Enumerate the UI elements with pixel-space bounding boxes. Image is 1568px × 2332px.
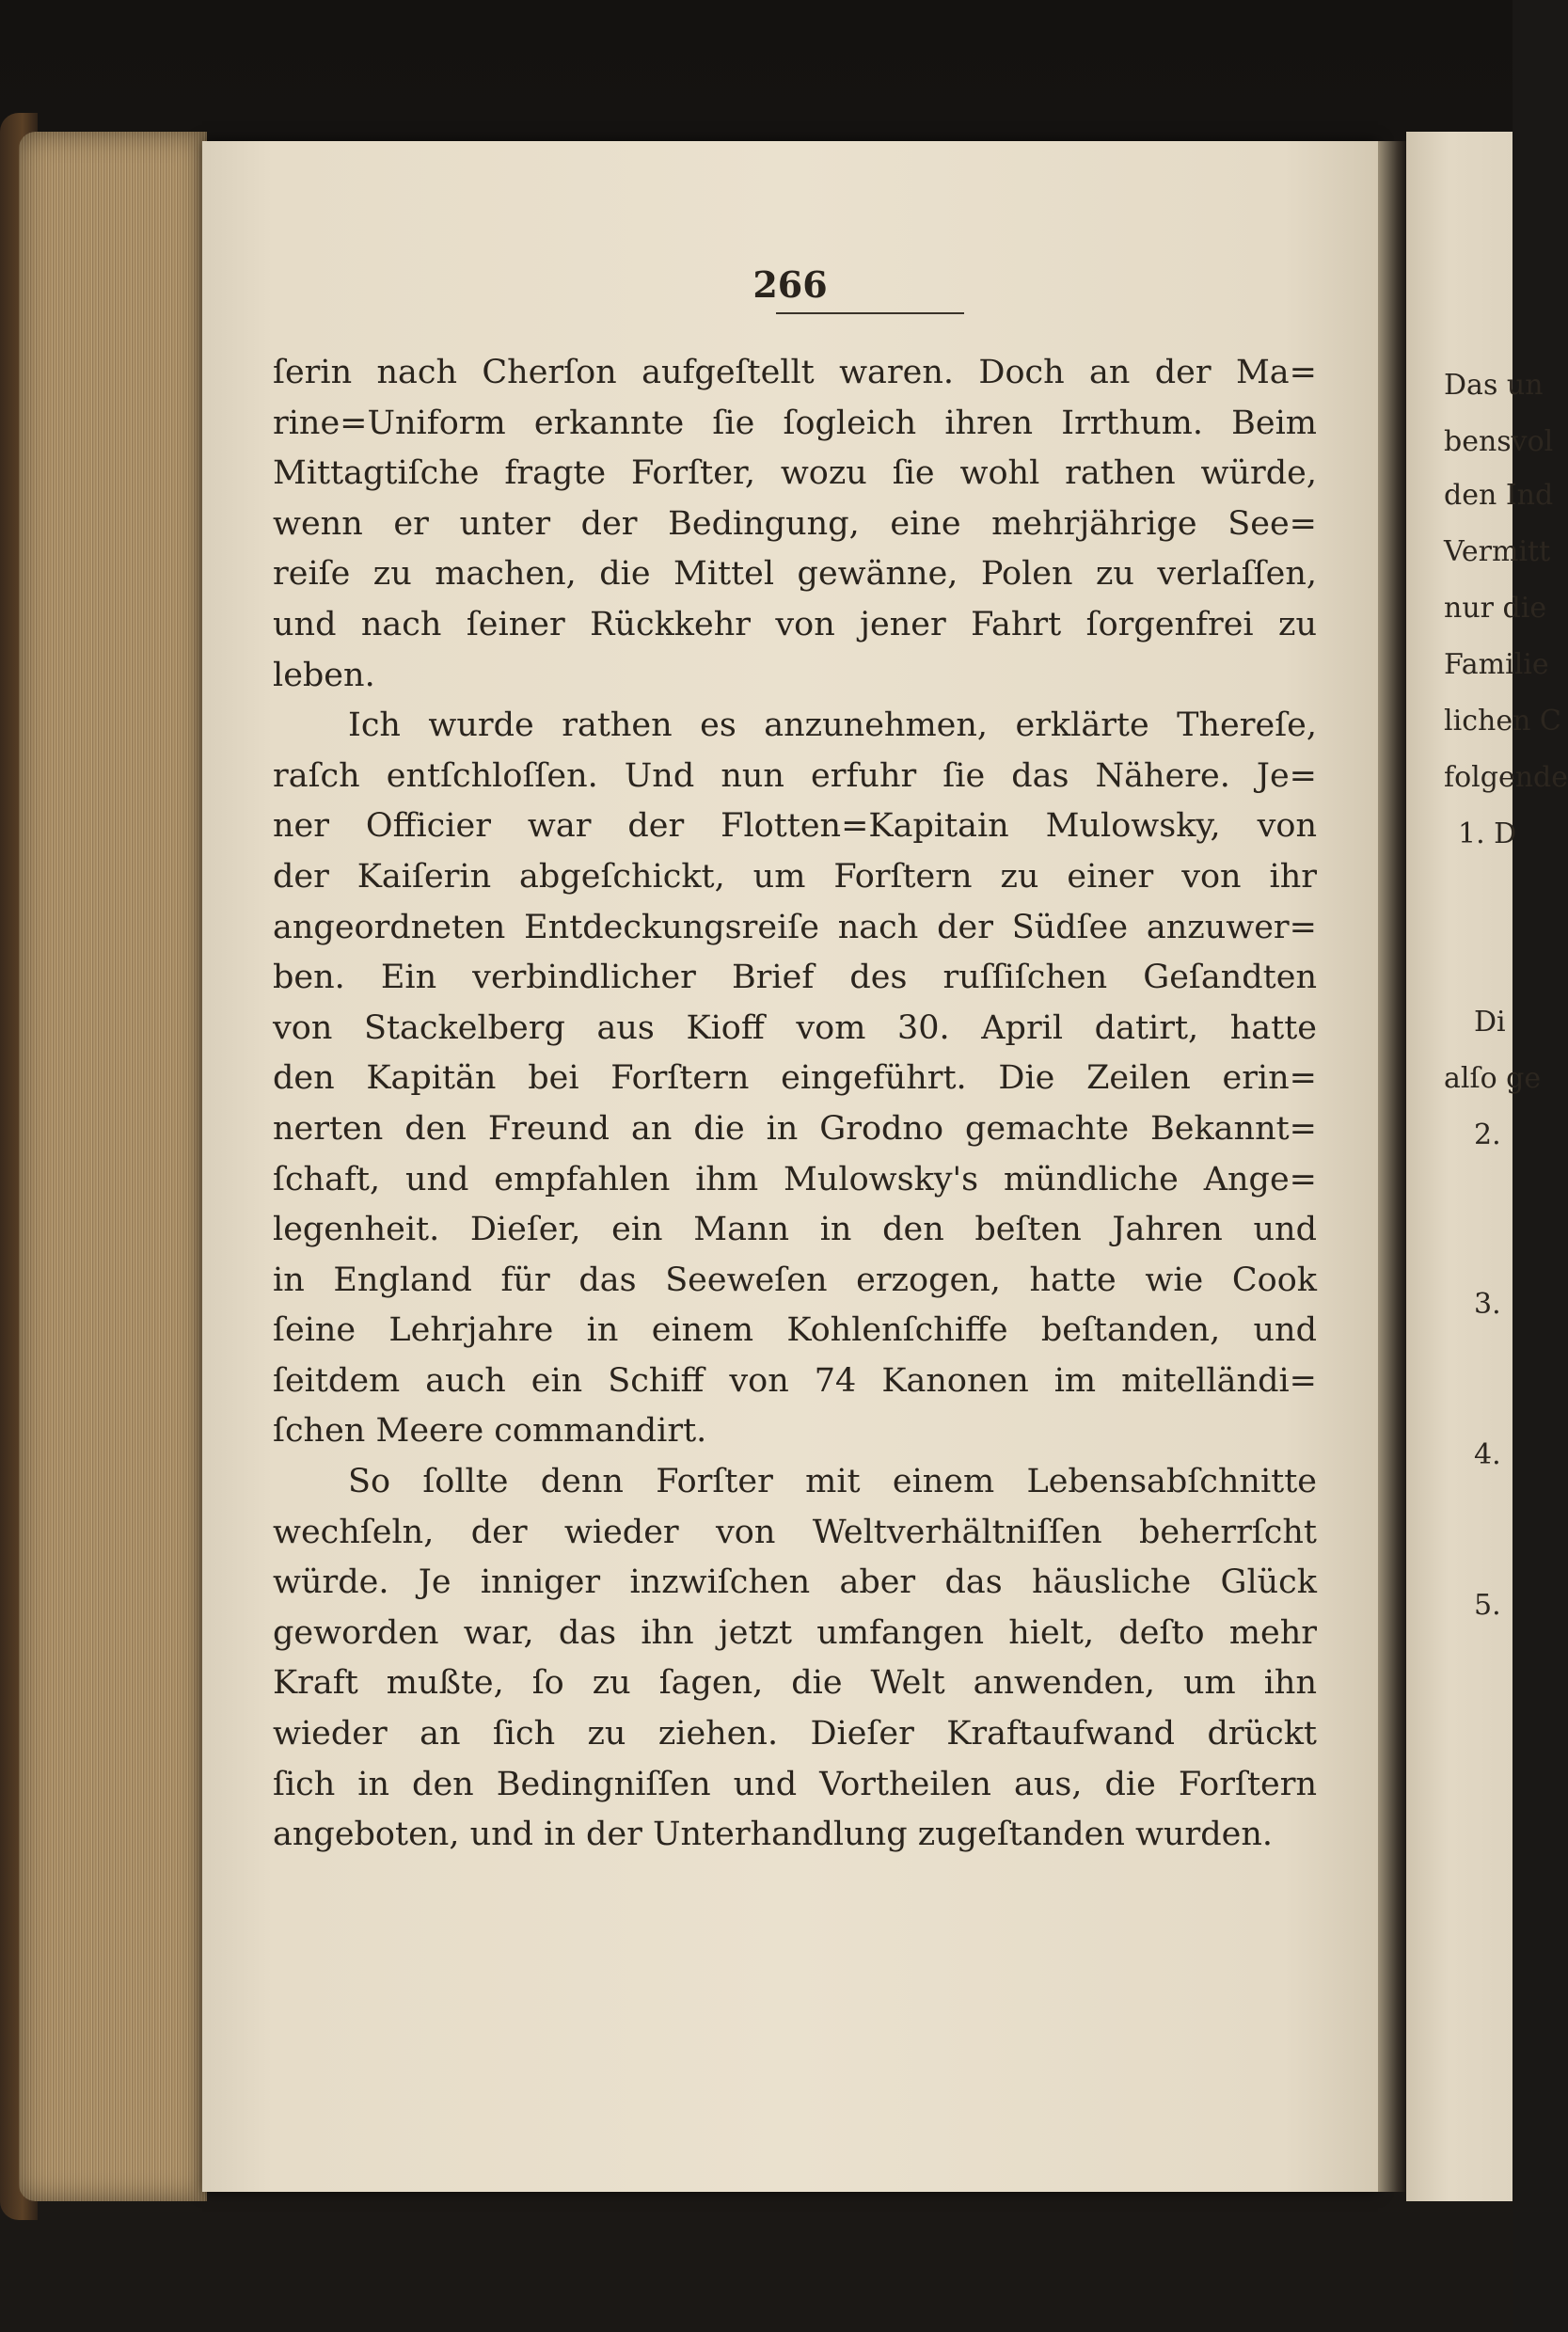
next-page-fragment: folgende [1444,761,1568,794]
text-line: reiſe zu machen, die Mittel gewänne, Polen zu verlaſſen, [273,555,1317,594]
next-page-fragment: 1. D [1458,817,1517,850]
header-rule [776,312,964,314]
next-page-fragment: 2. [1474,1118,1501,1151]
page-number: 266 [752,263,828,306]
text-line: würde. Je inniger inzwiſchen aber das häusliche Glück [273,1563,1317,1602]
next-page-fragment: 3. [1474,1288,1501,1321]
text-line: leben. [273,656,375,694]
text-line: rine=Uniform erkannte ſie ſogleich ihren Irrthum. Beim [273,404,1317,442]
text-line: legenheit. Dieſer, ein Mann in den beſten Jahren und [273,1211,1317,1249]
text-line: ſchaft, und empfahlen ihm Mulowsky's mündliche Ange= [273,1160,1317,1198]
page-fore-edge [19,132,207,2201]
book-gutter [1378,141,1406,2192]
text-line: ben. Ein verbindlicher Brief des ruſſiſchen Geſandten [273,959,1317,997]
next-page-fragment: alſo ge [1444,1062,1542,1095]
text-line: wechſeln, der wieder von Weltverhältniſſen beherrſcht [273,1513,1317,1551]
next-page-fragment: Vermitt [1444,535,1551,568]
text-line: raſch entſchloſſen. Und nun erfuhr ſie das Nähere. Je= [273,756,1317,795]
text-line: und nach ſeiner Rückkehr von jener Fahrt ſorgenfrei zu [273,605,1317,643]
text-line: So ſollte denn Forſter mit einem Lebensabſchnitte [348,1463,1317,1501]
text-line: ſeitdem auch ein Schiff von 74 Kanonen im mitelländi= [273,1361,1317,1400]
text-line: ſchen Meere commandirt. [273,1412,707,1451]
text-line: angeboten, und in der Unterhandlung zugeſtanden wurden. [273,1816,1274,1854]
text-line: ner Officier war der Flotten=Kapitain Mulowsky, von [273,807,1317,846]
next-page-fragment: den Ind [1444,479,1554,512]
body-text [273,348,1317,1861]
next-page-fragment: Di [1474,1006,1506,1039]
text-line: angeordneten Entdeckungsreiſe nach der Südſee anzuwer= [273,908,1317,946]
next-page-fragment: 5. [1474,1589,1501,1622]
text-line: nerten den Freund an die in Grodno gemachte Bekannt= [273,1109,1317,1148]
next-page-fragment: nur die [1444,592,1547,625]
next-page-fragment: Familie [1444,648,1549,681]
text-line: Mittagtiſche fragte Forſter, wozu ſie wohl rathen würde, [273,454,1317,493]
right-page-edge [1406,132,1568,2201]
text-line: den Kapitän bei Forſtern eingeführt. Die Zeilen erin= [273,1059,1317,1098]
next-page-fragment: Das un [1444,369,1544,402]
next-page-fragment: 4. [1474,1438,1501,1471]
text-line: wenn er unter der Bedingung, eine mehrjährige See= [273,504,1317,543]
text-line: von Stackelberg aus Kioff vom 30. April datirt, hatte [273,1008,1317,1047]
text-line: ſerin nach Cherſon aufgeſtellt waren. Doch an der Ma= [273,354,1317,391]
text-line: ſich in den Bedingniſſen und Vortheilen aus, die Forſtern [273,1765,1317,1803]
next-page-fragment: lichen C [1444,705,1561,738]
text-line: Kraft mußte, ſo zu ſagen, die Welt anwenden, um ihn [273,1664,1317,1703]
text-line: Ich wurde rathen es anzunehmen, erklärte Thereſe, [348,706,1317,745]
next-page-fragment: bensvol [1444,425,1554,458]
text-line: geworden war, das ihn jetzt umfangen hielt, deſto mehr [273,1613,1317,1652]
left-page [202,141,1378,2192]
text-line: in England für das Seeweſen erzogen, hatte wie Cook [273,1261,1317,1299]
text-line: wieder an ſich zu ziehen. Dieſer Kraftaufwand drückt [273,1715,1317,1753]
text-line: ſeine Lehrjahre in einem Kohlenſchiffe beſtanden, und [273,1311,1317,1350]
text-line: der Kaiſerin abgeſchickt, um Forſtern zu einer von ihr [273,857,1317,896]
